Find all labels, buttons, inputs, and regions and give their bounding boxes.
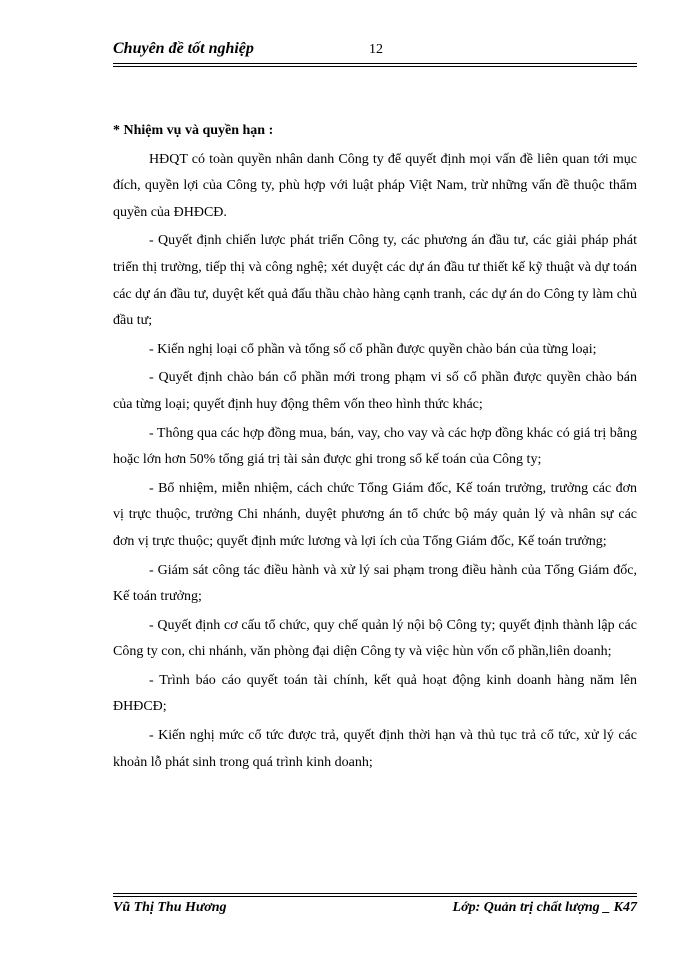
footer-divider — [113, 893, 637, 897]
author-name: Vũ Thị Thu Hương — [113, 900, 227, 915]
list-item: - Quyết định chào bán cổ phần mới trong phạm vi số cổ phần được quyền chào bán của từng loại; quyết định huy động thêm vốn theo hình thức khác; — [113, 370, 637, 412]
section-heading: * Nhiệm vụ và quyền hạn : — [113, 123, 274, 138]
page-footer — [113, 900, 637, 922]
list-item: - Kiến nghị mức cổ tức được trả, quyết định thời hạn và thủ tục trả cổ tức, xử lý các khoản lỗ phát sinh trong quá trình kinh doanh; — [113, 728, 637, 770]
list-item: - Quyết định chiến lược phát triển Công ty, các phương án đầu tư, các giải pháp phát triển thị trường, tiếp thị và công nghệ; xét duyệt các dự án đầu tư thiết kế kỹ thuật và dự toán các dự án đầu tư, duyệt kết quả đấu thầu chào hàng cạnh tranh, các dự án do Công ty làm chủ đầu tư; — [113, 233, 637, 329]
document-body — [113, 118, 637, 776]
list-item: - Quyết định cơ cấu tổ chức, quy chế quản lý nội bộ Công ty; quyết định thành lập các Công ty con, chi nhánh, văn phòng đại diện Công ty và việc hùn vốn cổ phần,liên doanh; — [113, 617, 637, 660]
intro-paragraph: HĐQT có toàn quyền nhân danh Công ty để quyết định mọi vấn đề liên quan tới mục đích, quyền lợi của Công ty, phù hợp với luật pháp Việt Nam, trừ những vấn đề thuộc thẩm quyền của ĐHĐCĐ. — [113, 151, 637, 220]
list-item: - Thông qua các hợp đồng mua, bán, vay, cho vay và các hợp đồng khác có giá trị bằng hoặc lớn hơn 50% tổng giá trị tài sản được ghi trong sổ kế toán của Công ty; — [113, 425, 637, 468]
document-title: Chuyên đề tốt nghiệp — [113, 40, 254, 57]
class-name: Lớp: Quản trị chất lượng _ K47 — [452, 900, 637, 915]
list-item: - Trình báo cáo quyết toán tài chính, kết quả hoạt động kinh doanh hàng năm lên ĐHĐCĐ; — [113, 672, 637, 715]
list-item: - Giám sát công tác điều hành và xử lý sai phạm trong điều hành của Tổng Giám đốc, Kế toán trưởng; — [113, 562, 637, 605]
header-divider — [113, 63, 637, 67]
page-number: 12 — [369, 42, 383, 57]
list-item: - Kiến nghị loại cổ phần và tổng số cổ phần được quyền chào bán của từng loại; — [149, 341, 597, 357]
list-item: - Bổ nhiệm, miễn nhiệm, cách chức Tổng Giám đốc, Kế toán trưởng, trưởng các đơn vị trực thuộc, trưởng Chi nhánh, duyệt phương án tổ chức bộ máy quản lý và nhân sự các đơn vị trực thuộc; quyết định mức lương và lợi ích của Tổng Giám đốc, Kế toán trưởng; — [113, 480, 637, 549]
